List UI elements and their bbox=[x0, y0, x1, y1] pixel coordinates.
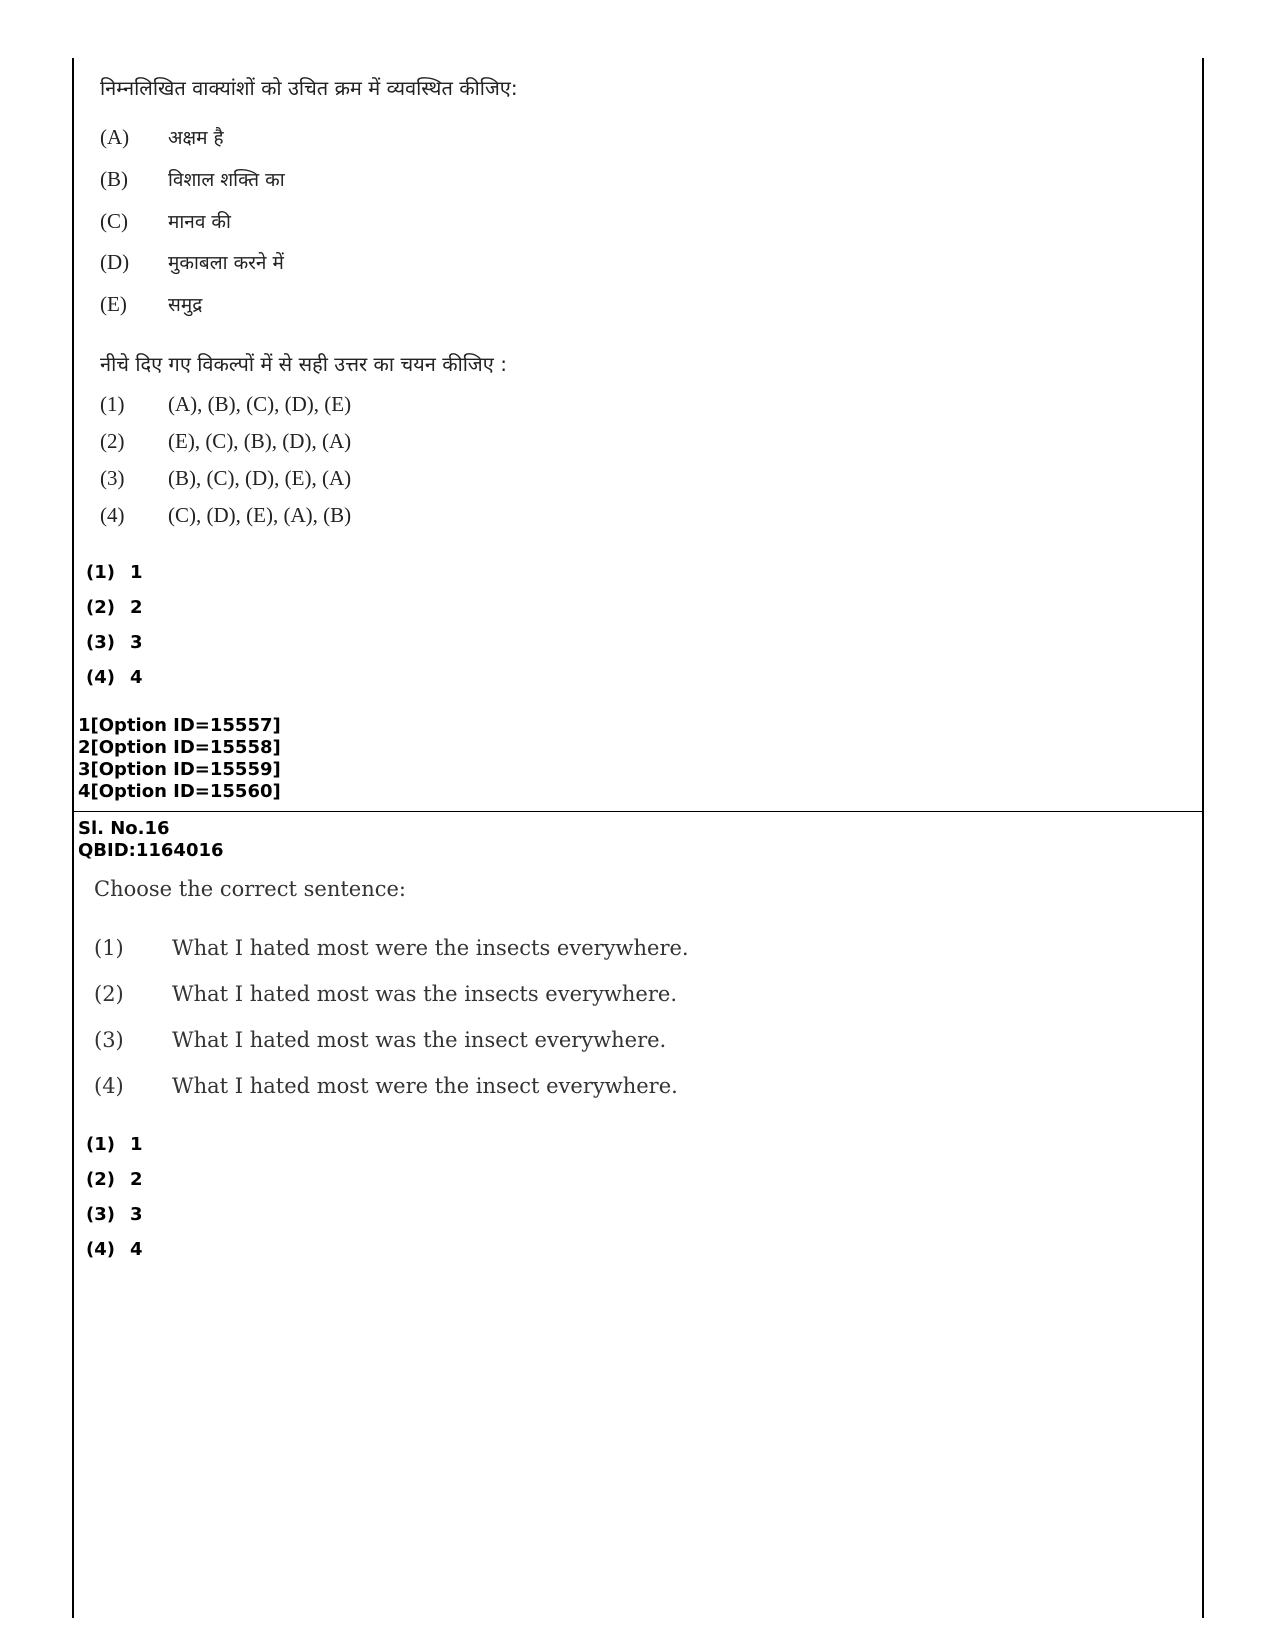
q15-choice-1 bbox=[100, 392, 351, 417]
question-bank-id: QBID:1164016 bbox=[78, 840, 224, 861]
q15-answer-2 bbox=[86, 597, 143, 618]
q16-answer-3 bbox=[86, 1204, 143, 1225]
phrase-label: (B) bbox=[100, 167, 128, 191]
answer-number: (1) bbox=[86, 562, 115, 583]
choice-label: (2) bbox=[94, 982, 124, 1006]
answer-value: 3 bbox=[130, 632, 143, 653]
q16-header bbox=[78, 818, 224, 862]
q16-question: Choose the correct sentence: bbox=[94, 877, 406, 901]
q16-choice-1 bbox=[94, 936, 689, 960]
answer-value: 1 bbox=[130, 1134, 143, 1155]
phrase-text: समुद्र bbox=[168, 294, 203, 316]
choice-text: (A), (B), (C), (D), (E) bbox=[168, 392, 352, 416]
q15-choice-3 bbox=[100, 466, 351, 491]
choice-text: (C), (D), (E), (A), (B) bbox=[168, 503, 352, 527]
q15-phrase-a bbox=[100, 124, 224, 150]
answer-number: (4) bbox=[86, 1239, 115, 1260]
option-id: 3[Option ID=15559] bbox=[78, 759, 281, 780]
answer-value: 1 bbox=[130, 562, 143, 583]
choice-label: (1) bbox=[100, 392, 125, 416]
choice-text: What I hated most was the insects everywhere. bbox=[172, 982, 677, 1006]
q16-choice-4 bbox=[94, 1074, 678, 1098]
choice-text: (E), (C), (B), (D), (A) bbox=[168, 429, 352, 453]
choice-label: (3) bbox=[100, 466, 125, 490]
option-id: 1[Option ID=15557] bbox=[78, 715, 281, 736]
q15-choice-4 bbox=[100, 503, 351, 528]
q16-answer-4 bbox=[86, 1239, 143, 1260]
q16-choice-3 bbox=[94, 1028, 666, 1052]
q15-answer-4 bbox=[86, 667, 143, 688]
choice-label: (3) bbox=[94, 1028, 124, 1052]
q15-option-ids bbox=[78, 715, 281, 803]
phrase-text: अक्षम है bbox=[168, 127, 224, 149]
q15-answer-3 bbox=[86, 632, 143, 653]
q15-phrase-e bbox=[100, 291, 202, 317]
phrase-label: (E) bbox=[100, 292, 127, 316]
q15-choice-2 bbox=[100, 429, 351, 454]
answer-value: 4 bbox=[130, 667, 143, 688]
answer-value: 2 bbox=[130, 1169, 143, 1190]
answer-value: 3 bbox=[130, 1204, 143, 1225]
option-id: 2[Option ID=15558] bbox=[78, 737, 281, 758]
q15-phrase-c bbox=[100, 208, 231, 234]
question-separator bbox=[72, 811, 1204, 812]
q15-choose-prompt: नीचे दिए गए विकल्पों में से सही उत्तर का चयन कीजिए : bbox=[100, 352, 507, 376]
answer-number: (3) bbox=[86, 632, 115, 653]
answer-number: (3) bbox=[86, 1204, 115, 1225]
phrase-label: (C) bbox=[100, 209, 128, 233]
choice-text: What I hated most was the insect everywhere. bbox=[172, 1028, 667, 1052]
answer-value: 2 bbox=[130, 597, 143, 618]
q15-phrase-b bbox=[100, 166, 285, 192]
q16-answer-2 bbox=[86, 1169, 143, 1190]
serial-number: Sl. No.16 bbox=[78, 818, 170, 839]
phrase-text: मुकाबला करने में bbox=[168, 252, 284, 274]
choice-label: (1) bbox=[94, 936, 124, 960]
phrase-label: (A) bbox=[100, 125, 130, 149]
q15-instruction: निम्नलिखित वाक्यांशों को उचित क्रम में व्यवस्थित कीजिए: bbox=[100, 76, 518, 100]
option-id: 4[Option ID=15560] bbox=[78, 781, 281, 802]
phrase-text: विशाल शक्ति का bbox=[168, 169, 285, 191]
q16-answer-1 bbox=[86, 1134, 143, 1155]
answer-number: (4) bbox=[86, 667, 115, 688]
choice-text: What I hated most were the insects everywhere. bbox=[172, 936, 689, 960]
choice-text: What I hated most were the insect everywhere. bbox=[172, 1074, 678, 1098]
answer-number: (2) bbox=[86, 1169, 115, 1190]
phrase-text: मानव की bbox=[168, 211, 231, 233]
answer-number: (2) bbox=[86, 597, 115, 618]
choice-label: (2) bbox=[100, 429, 125, 453]
q16-choice-2 bbox=[94, 982, 677, 1006]
q15-phrase-d bbox=[100, 249, 284, 275]
choice-label: (4) bbox=[100, 503, 125, 527]
answer-number: (1) bbox=[86, 1134, 115, 1155]
answer-value: 4 bbox=[130, 1239, 143, 1260]
page-border-right bbox=[1202, 58, 1204, 1618]
phrase-label: (D) bbox=[100, 250, 130, 274]
choice-label: (4) bbox=[94, 1074, 124, 1098]
choice-text: (B), (C), (D), (E), (A) bbox=[168, 466, 352, 490]
page-border-left bbox=[72, 58, 74, 1618]
q15-answer-1 bbox=[86, 562, 143, 583]
